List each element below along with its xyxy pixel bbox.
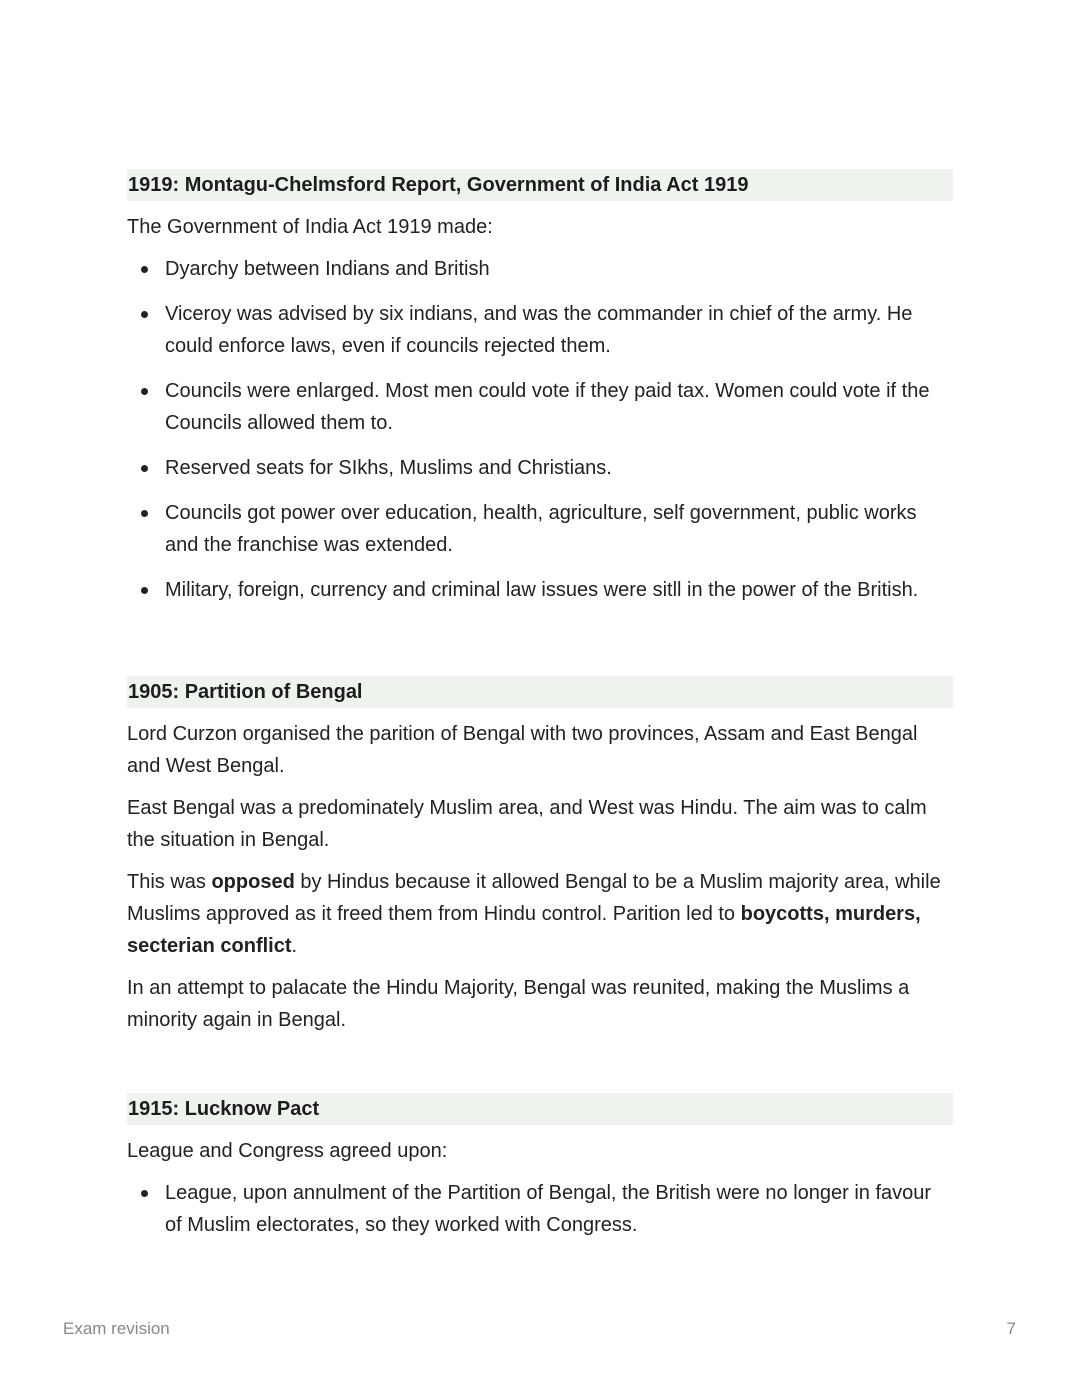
list-item <box>127 574 953 606</box>
section-1905 <box>127 676 953 1036</box>
paragraph: East Bengal was a predominately Muslim area, and West was Hindu. The aim was to calm the situation in Bengal. <box>127 797 927 851</box>
list-item <box>127 452 953 484</box>
bullet-icon <box>141 388 148 395</box>
bullet-icon <box>141 1190 148 1197</box>
footer-document-title: Exam revision <box>63 1319 170 1338</box>
bullet-icon <box>141 266 148 273</box>
bullet-list <box>127 1177 953 1241</box>
section-1919 <box>127 169 953 606</box>
bold-text: opposed <box>211 871 295 893</box>
list-item <box>127 1177 953 1241</box>
section-heading: 1915: Lucknow Pact <box>127 1093 953 1125</box>
bullet-list <box>127 253 953 606</box>
bullet-icon <box>141 510 148 517</box>
section-heading: 1905: Partition of Bengal <box>127 676 953 708</box>
list-item-text: Councils were enlarged. Most men could vote if they paid tax. Women could vote if the Councils allowed them to. <box>165 380 930 434</box>
section-heading: 1919: Montagu-Chelmsford Report, Government of India Act 1919 <box>127 169 953 201</box>
list-item-text: Dyarchy between Indians and British <box>165 258 490 280</box>
paragraph: Lord Curzon organised the parition of Bengal with two provinces, Assam and East Bengal and West Bengal. <box>127 723 918 777</box>
page-content <box>127 169 953 1254</box>
paragraph: In an attempt to palacate the Hindu Majority, Bengal was reunited, making the Muslims a minority again in Bengal. <box>127 977 910 1031</box>
text-run: by Hindus because it allowed Bengal to be a Muslim majority area, while Muslims approved as it freed them from Hindu control. Parition led to <box>127 871 941 925</box>
list-item-text: Reserved seats for SIkhs, Muslims and Christians. <box>165 457 612 479</box>
text-run: This was <box>127 871 212 893</box>
list-item-text: Councils got power over education, health, agriculture, self government, public works and the franchise was extended. <box>165 502 917 556</box>
list-item-text: Viceroy was advised by six indians, and was the commander in chief of the army. He could enforce laws, even if councils rejected them. <box>165 303 913 357</box>
bullet-icon <box>141 311 148 318</box>
section-spacer <box>127 619 953 676</box>
bullet-icon <box>141 465 148 472</box>
list-item <box>127 497 953 561</box>
bold-text: boycotts, murders, secterian conflict <box>127 903 921 957</box>
paragraph <box>127 866 953 962</box>
section-spacer <box>127 1036 953 1093</box>
text-run: . <box>291 935 298 957</box>
list-item <box>127 298 953 362</box>
section-intro: The Government of India Act 1919 made: <box>127 216 493 238</box>
footer-page-number: 7 <box>1006 1319 1016 1338</box>
list-item <box>127 253 953 285</box>
list-item <box>127 375 953 439</box>
section-1915 <box>127 1093 953 1241</box>
list-item-text: Military, foreign, currency and criminal law issues were sitll in the power of the British. <box>165 579 919 601</box>
list-item-text: League, upon annulment of the Partition of Bengal, the British were no longer in favour of Muslim electorates, so they worked with Congress. <box>165 1182 932 1236</box>
section-intro: League and Congress agreed upon: <box>127 1140 448 1162</box>
bullet-icon <box>141 587 148 594</box>
